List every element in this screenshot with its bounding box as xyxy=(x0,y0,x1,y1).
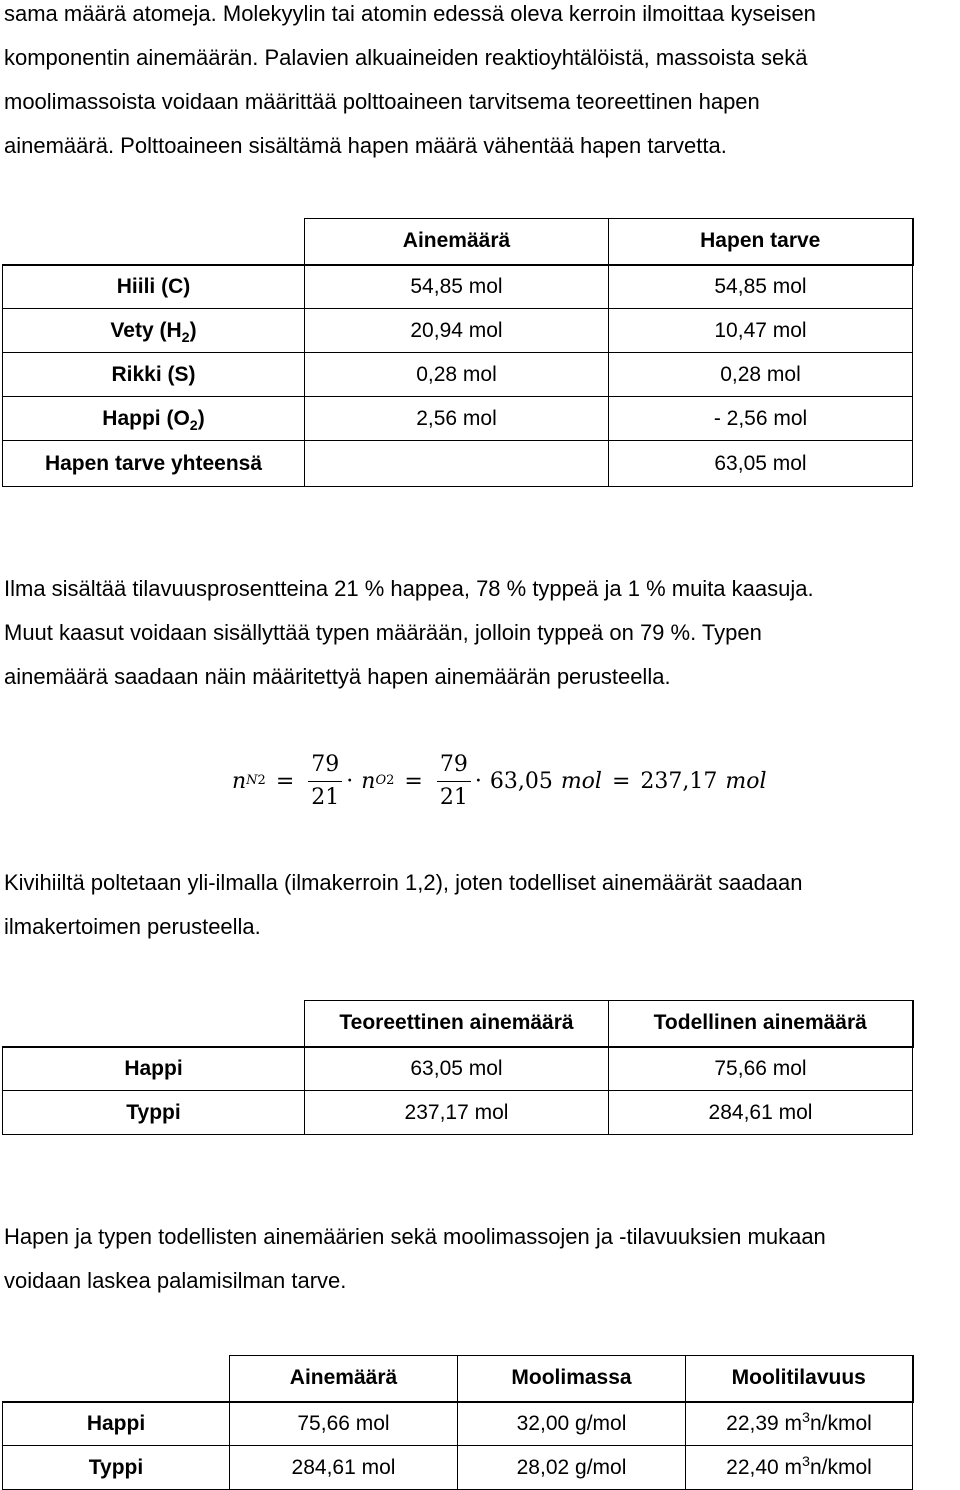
table-row xyxy=(3,1446,913,1490)
actual-cell: 284,61 mol xyxy=(609,1091,913,1135)
text-line: Muut kaasut voidaan sisällyttää typen määrään, jolloin typpeä on 79 %. Typen xyxy=(4,620,762,645)
text-line: Kivihiiltä poltetaan yli-ilmalla (ilmakerroin 1,2), joten todelliset ainemäärät saadaan xyxy=(4,870,803,895)
table-row xyxy=(3,265,913,309)
need-cell: - 2,56 mol xyxy=(609,397,913,441)
amount-cell: 54,85 mol xyxy=(305,265,609,309)
amount-cell: 284,61 mol xyxy=(230,1446,458,1490)
molar-volume-cell: 22,40 $m^3n$/kmol xyxy=(686,1446,913,1490)
excess-air-paragraph xyxy=(4,861,956,949)
amount-cell: 75,66 mol xyxy=(230,1402,458,1446)
table-row xyxy=(3,353,913,397)
header-empty-cell xyxy=(3,1356,230,1402)
amount-cell: 20,94 mol xyxy=(305,309,609,353)
theoretical-cell: 237,17 mol xyxy=(305,1091,609,1135)
need-cell: 54,85 mol xyxy=(609,265,913,309)
need-cell: 10,47 mol xyxy=(609,309,913,353)
row-label: Hiili (C) xyxy=(3,265,305,309)
text-line: ainemäärä saadaan näin määritettyä hapen ainemäärän perusteella. xyxy=(4,664,671,689)
header-cell: Teoreettinen ainemäärä xyxy=(305,1001,609,1047)
table-header-row xyxy=(3,1001,913,1047)
table-row xyxy=(3,1091,913,1135)
header-cell: Todellinen ainemäärä xyxy=(609,1001,913,1047)
row-label: Typpi xyxy=(3,1091,305,1135)
row-label: Happi xyxy=(3,1402,230,1446)
actual-cell: 75,66 mol xyxy=(609,1047,913,1091)
table-header-row xyxy=(3,1356,913,1402)
amount-cell xyxy=(305,441,609,487)
air-composition-paragraph xyxy=(4,567,956,699)
table-row xyxy=(3,397,913,441)
molar-values-table xyxy=(2,1355,914,1490)
fraction: $\frac{79}{21}$ xyxy=(437,751,471,812)
need-cell: 0,28 mol xyxy=(609,353,913,397)
header-cell: Moolitilavuus xyxy=(686,1356,913,1402)
row-label: Vety $(H_2)$ xyxy=(3,309,305,353)
header-cell: Ainemäärä xyxy=(230,1356,458,1402)
nitrogen-equation: n N2 = $\frac{79}{21}$ · n O2 = $\frac{79}{21}$ · 63,05 mol = 237,17 mol xyxy=(232,751,767,810)
row-label: Happi $(O_2)$ xyxy=(3,397,305,441)
amount-cell: 2,56 mol xyxy=(305,397,609,441)
intro-paragraph xyxy=(4,0,956,168)
molar-mass-cell: 28,02 g/mol xyxy=(458,1446,686,1490)
row-label: Typpi xyxy=(3,1446,230,1490)
text-line: Ilma sisältää tilavuusprosentteina 21 % happea, 78 % typpeä ja 1 % muita kaasuja. xyxy=(4,576,814,601)
table-row xyxy=(3,1402,913,1446)
header-cell: Ainemäärä xyxy=(305,219,609,265)
row-label: Happi xyxy=(3,1047,305,1091)
amount-cell: 0,28 mol xyxy=(305,353,609,397)
table-row xyxy=(3,309,913,353)
oxygen-need-table xyxy=(2,218,914,487)
header-cell: Hapen tarve xyxy=(609,219,913,265)
fraction: $\frac{79}{21}$ xyxy=(308,751,342,812)
text-line: ainemäärä. Polttoaineen sisältämä hapen määrä vähentää hapen tarvetta. xyxy=(4,133,727,158)
need-cell: 63,05 mol xyxy=(609,441,913,487)
table-row xyxy=(3,441,913,487)
text-line: Hapen ja typen todellisten ainemäärien sekä moolimassojen ja -tilavuuksien mukaan xyxy=(4,1224,826,1249)
theoretical-cell: 63,05 mol xyxy=(305,1047,609,1091)
text-line: moolimassoista voidaan määrittää polttoaineen tarvitsema teoreettinen hapen xyxy=(4,89,760,114)
actual-amount-table xyxy=(2,1000,914,1135)
row-label: Hapen tarve yhteensä xyxy=(3,441,305,487)
row-label: Rikki (S) xyxy=(3,353,305,397)
header-cell: Moolimassa xyxy=(458,1356,686,1402)
table-row xyxy=(3,1047,913,1091)
text-line: ilmakertoimen perusteella. xyxy=(4,914,261,939)
text-line: voidaan laskea palamisilman tarve. xyxy=(4,1268,347,1293)
table-header-row xyxy=(3,219,913,265)
text-line: komponentin ainemäärän. Palavien alkuaineiden reaktioyhtälöistä, massoista sekä xyxy=(4,45,808,70)
molar-volume-cell: 22,39 $m^3n$/kmol xyxy=(686,1402,913,1446)
molar-mass-cell: 32,00 g/mol xyxy=(458,1402,686,1446)
combustion-air-paragraph xyxy=(4,1215,956,1303)
text-line: sama määrä atomeja. Molekyylin tai atomin edessä oleva kerroin ilmoittaa kyseisen xyxy=(4,1,816,26)
header-empty-cell xyxy=(3,1001,305,1047)
header-empty-cell xyxy=(3,219,305,265)
